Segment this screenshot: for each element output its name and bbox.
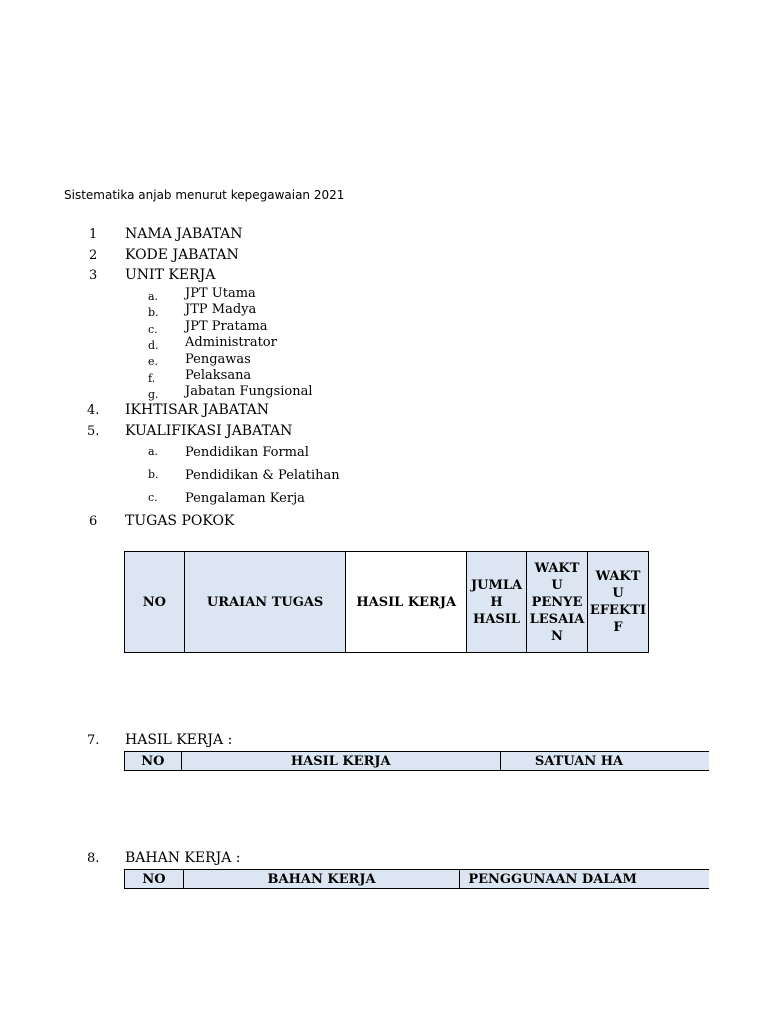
item-number: 1: [89, 227, 98, 242]
item-label-hasil-kerja: HASIL KERJA :: [125, 732, 233, 748]
col-header-jumlah-hasil: JUMLA H HASIL: [467, 552, 527, 653]
col-header-waktu-efektif: WAKT U EFEKTI F: [587, 552, 648, 653]
item-label-ikhtisar-jabatan: IKHTISAR JABATAN: [125, 402, 270, 418]
subitem-text: JPT Utama: [185, 286, 256, 301]
item-number: 8.: [87, 851, 100, 866]
subitem-letter: c.: [148, 491, 158, 504]
item-number: 5.: [87, 424, 100, 439]
item-label-kode-jabatan: KODE JABATAN: [125, 247, 239, 263]
subitem-text: JTP Madya: [185, 302, 257, 317]
subitem-letter: b.: [148, 468, 159, 481]
col-header-waktu-penyelesaian: WAKT U PENYE LESAIA N: [527, 552, 588, 653]
subitem-letter: e.: [148, 355, 159, 368]
subitem-letter: c.: [148, 323, 158, 336]
page-title: Sistematika anjab menurut kepegawaian 2021: [64, 188, 345, 202]
col-header-no: NO: [125, 870, 184, 889]
item-label-kualifikasi-jabatan: KUALIFIKASI JABATAN: [125, 423, 293, 439]
item-label-unit-kerja: UNIT KERJA: [125, 267, 216, 283]
subitem-letter: a.: [148, 290, 159, 303]
bahan-kerja-table: [124, 869, 709, 889]
subitem-text: Administrator: [185, 335, 277, 350]
subitem-letter: a.: [148, 445, 159, 458]
col-header-hasil-kerja: HASIL KERJA: [181, 752, 500, 771]
tugas-pokok-table: [124, 551, 649, 653]
subitem-letter: g.: [148, 388, 159, 401]
col-header-hasil-kerja: HASIL KERJA: [346, 552, 467, 653]
col-header-no: NO: [125, 752, 182, 771]
col-header-satuan-hasil: SATUAN HA: [500, 752, 709, 771]
subitem-text: Pendidikan Formal: [185, 445, 309, 460]
item-number: 3: [89, 268, 98, 283]
subitem-letter: d.: [148, 339, 159, 352]
subitem-letter: b.: [148, 306, 159, 319]
subitem-text: Pengawas: [185, 352, 251, 367]
col-header-no: NO: [125, 552, 185, 653]
subitem-text: Pendidikan & Pelatihan: [185, 468, 340, 483]
col-header-uraian-tugas: URAIAN TUGAS: [184, 552, 346, 653]
subitem-text: Jabatan Fungsional: [185, 384, 313, 399]
item-number: 6: [89, 514, 98, 529]
item-label-nama-jabatan: NAMA JABATAN: [125, 226, 243, 242]
hasil-kerja-table: [124, 751, 709, 771]
item-number: 7.: [87, 733, 100, 748]
item-label-bahan-kerja: BAHAN KERJA :: [125, 850, 241, 866]
item-number: 4.: [87, 403, 100, 418]
col-header-bahan-kerja: BAHAN KERJA: [183, 870, 460, 889]
col-header-penggunaan: PENGGUNAAN DALAM: [460, 870, 709, 889]
subitem-text: Pengalaman Kerja: [185, 491, 305, 506]
subitem-text: JPT Pratama: [185, 319, 268, 334]
subitem-text: Pelaksana: [185, 368, 252, 383]
item-label-tugas-pokok: TUGAS POKOK: [125, 513, 235, 529]
subitem-letter: f.: [148, 372, 156, 385]
item-number: 2: [89, 248, 98, 263]
